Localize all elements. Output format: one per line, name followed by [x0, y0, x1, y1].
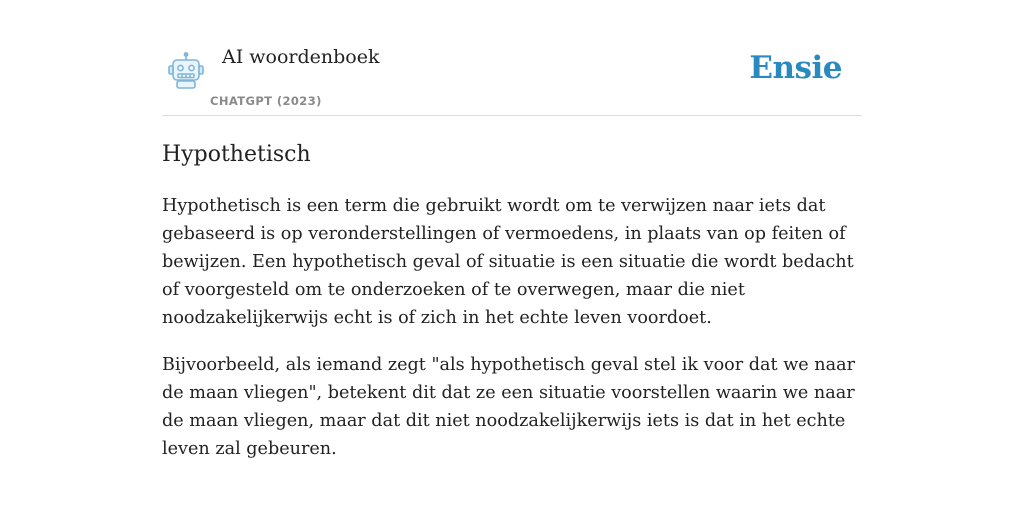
source-header [162, 36, 862, 116]
source-subtitle: CHATGPT (2023) [210, 94, 322, 108]
example-paragraph: Bijvoorbeeld, als iemand zegt "als hypothetisch geval stel ik voor dat we naar de maan vliegen", betekent dit dat ze een situatie voorstellen waarin we naar de maan vliegen, maar dat dit niet noodzakelijkerwijs iets is dat in het echte leven zal gebeuren. [162, 355, 855, 459]
dictionary-name[interactable]: AI woordenboek [222, 46, 380, 68]
definition-card [162, 36, 862, 463]
definition-paragraph: Hypothetisch is een term die gebruikt wordt om te verwijzen naar iets dat gebaseerd is op veronderstellingen of vermoedens, in plaats van op feiten of bewijzen. Een hypothetisch geval of situatie is een situatie die wordt bedacht of voorgesteld om te onderzoeken of te overwegen, maar die niet noodzakelijkerwijs echt is of zich in het echte leven voordoet. [162, 196, 854, 328]
brand-logo[interactable]: Ensie [749, 50, 842, 86]
term-title: Hypothetisch [162, 142, 311, 167]
robot-icon [166, 52, 206, 90]
